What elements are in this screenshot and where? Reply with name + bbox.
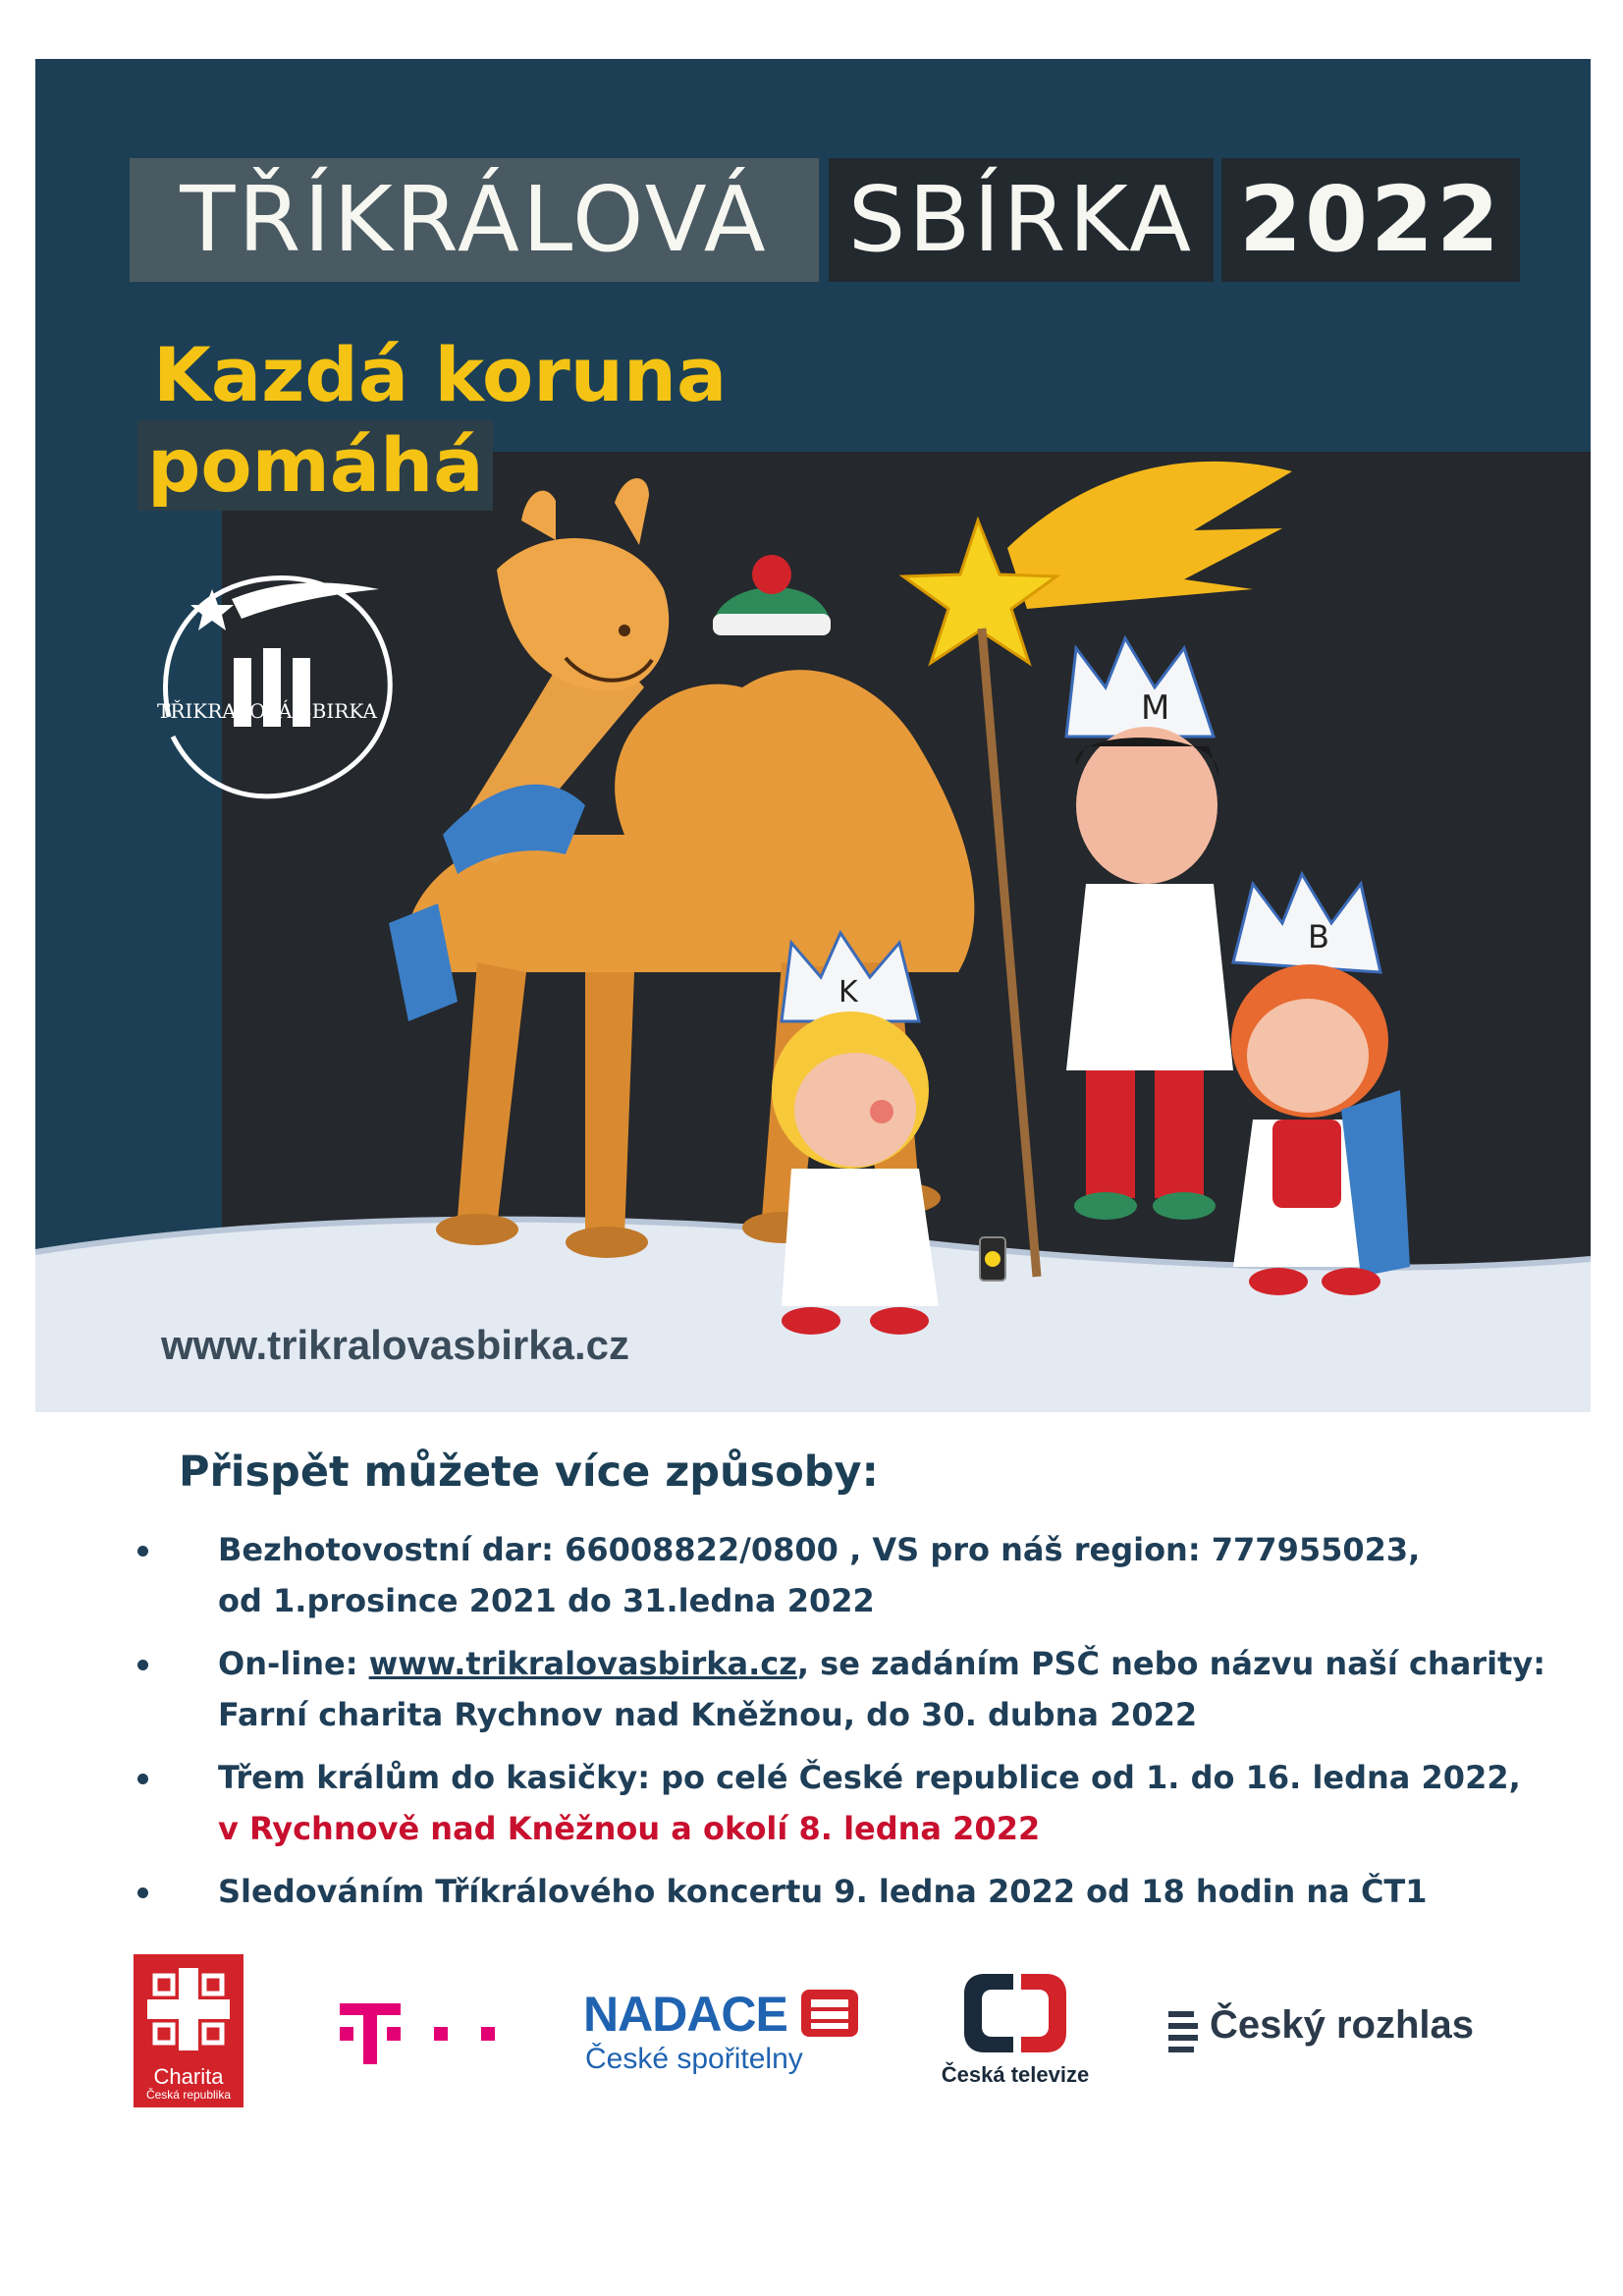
crown-letter-m: M bbox=[1141, 688, 1170, 728]
charita-subtitle: Česká republika bbox=[145, 2088, 232, 2102]
telekom-t-logo-icon bbox=[340, 1994, 507, 2072]
logo-text: TŘIKRALOVÁ SBIRKA bbox=[157, 699, 377, 723]
campaign-poster bbox=[35, 59, 1591, 1412]
list-item-text: Farní charita Rychnov nad Kněžnou, do 30. dubna 2022 bbox=[218, 1696, 1198, 1733]
title-word-sbirka: SBÍRKA bbox=[829, 158, 1214, 282]
sporitelna-s-icon bbox=[801, 1990, 858, 2037]
donation-methods-list bbox=[137, 1524, 1551, 1929]
list-item-online bbox=[137, 1638, 1551, 1740]
crown-letter-k: K bbox=[839, 975, 858, 1010]
nadace-name: NADACE bbox=[583, 1987, 787, 2042]
bullet-icon bbox=[137, 1774, 148, 1784]
slogan-line-1: Kazdá koruna bbox=[153, 331, 728, 418]
ct-screen-icon bbox=[927, 1964, 1104, 2062]
nadace-ceske-sporitelny-logo bbox=[583, 1986, 868, 2084]
cro-name: Český rozhlas bbox=[1210, 2003, 1475, 2047]
slogan-line-2: pomáhá bbox=[137, 420, 493, 511]
list-item-text: od 1.prosince 2021 do 31.ledna 2022 bbox=[218, 1582, 875, 1619]
title-word-year: 2022 bbox=[1221, 158, 1520, 282]
list-item-text: Třem králům do kasičky: po celé České republice od 1. do 16. ledna 2022, bbox=[218, 1759, 1521, 1796]
list-item-bank-transfer bbox=[137, 1524, 1551, 1626]
charita-logo bbox=[134, 1954, 243, 2107]
charita-cross-icon bbox=[134, 1954, 243, 2064]
list-item-local-date: v Rychnově nad Kněžnou a okolí 8. ledna 2022 bbox=[218, 1810, 1041, 1847]
list-item-text: Sledováním Tříkrálového koncertu 9. ledna 2022 od 18 hodin na ČT1 bbox=[218, 1873, 1428, 1910]
list-item-carolers bbox=[137, 1752, 1551, 1854]
crown-letter-b: B bbox=[1308, 918, 1329, 956]
telekom-logo bbox=[340, 1994, 507, 2072]
list-item-concert bbox=[137, 1866, 1551, 1917]
list-item-text: On-line: bbox=[218, 1645, 369, 1682]
ceska-televize-logo bbox=[927, 1964, 1104, 2088]
website-link[interactable]: www.trikralovasbirka.cz bbox=[368, 1645, 797, 1682]
bullet-icon bbox=[137, 1546, 148, 1557]
section-heading: Přispět můžete více způsoby: bbox=[179, 1448, 879, 1497]
poster-url[interactable]: www.trikralovasbirka.cz bbox=[161, 1322, 629, 1368]
title-word-trikralova: TŘÍKRÁLOVÁ bbox=[130, 158, 819, 282]
bullet-icon bbox=[137, 1887, 148, 1898]
nadace-subtitle: České spořitelny bbox=[585, 2043, 803, 2075]
rozhlas-lines-icon bbox=[1168, 2009, 1202, 2052]
list-item-text: , se zadáním PSČ nebo názvu naší charity: bbox=[796, 1645, 1545, 1682]
cesky-rozhlas-logo bbox=[1168, 2003, 1502, 2062]
bullet-icon bbox=[137, 1660, 148, 1670]
charita-name: Charita bbox=[153, 2064, 224, 2089]
list-item-text: Bezhotovostní dar: 66008822/0800 , VS pro náš region: 777955023, bbox=[218, 1531, 1421, 1568]
ct-name: Česká televize bbox=[941, 2062, 1090, 2087]
